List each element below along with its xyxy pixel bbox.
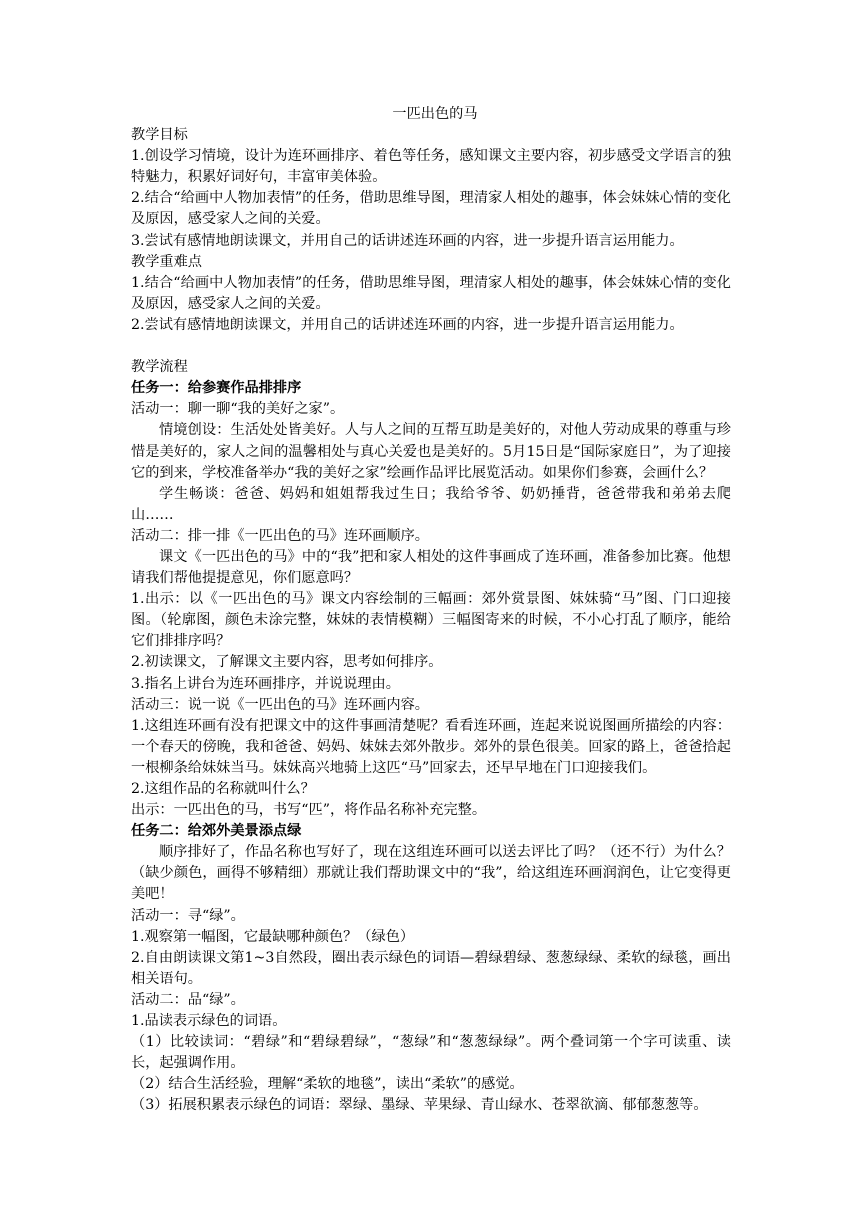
section-heading-goals: 教学目标 bbox=[131, 127, 188, 144]
goal-item: 3.尝试有感情地朗读课文，并用自己的话讲述连环画的内容，进一步提升语言运用能力。 bbox=[131, 232, 684, 249]
task2-activity1-item: 2.自由朗读课文第1~3自然段，圈出表示绿色的词语—碧绿碧绿、葱葱绿绿、柔软的绿毯，画出相关语句。 bbox=[131, 949, 731, 987]
task1-activity3-item: 出示：一匹出色的马，书写“匹”，将作品名称补充完整。 bbox=[131, 802, 487, 819]
task1-activity2-item: 3.指名上讲台为连环画排序，并说说理由。 bbox=[131, 675, 400, 692]
task1-activity3-item: 1.这组连环画有没有把课文中的这件事画清楚呢？看看连环画，连起来说说图画所描绘的内容：一个春天的傍晚，我和爸爸、妈妈、妹妹去郊外散步。郊外的景色很美。回家的路上，爸爸拾起一根柳条给妹妹当马。妹妹高兴地骑上这匹“马”回家去，还早早地在门口迎接我们。 bbox=[131, 717, 731, 776]
keypoint-item: 2.尝试有感情地朗读课文，并用自己的话讲述连环画的内容，进一步提升语言运用能力。 bbox=[131, 316, 684, 333]
task1-heading: 任务一：给参赛作品排排序 bbox=[131, 380, 302, 397]
task2-activity1-heading: 活动一：寻“绿”。 bbox=[131, 907, 245, 924]
task2-activity2-item: （2）结合生活经验，理解“柔软的地毯”，读出“柔软”的感觉。 bbox=[131, 1076, 524, 1093]
task1-activity1-paragraph: 学生畅谈：爸爸、妈妈和姐姐帮我过生日；我给爷爷、奶奶捶背，爸爸带我和弟弟去爬山…… bbox=[131, 485, 731, 523]
section-heading-keypoints: 教学重难点 bbox=[131, 253, 202, 270]
goal-item: 1.创设学习情境，设计为连环画排序、着色等任务，感知课文主要内容，初步感受文学语言的独特魅力，积累好词好句，丰富审美体验。 bbox=[131, 148, 731, 186]
document-title: 一匹出色的马 bbox=[392, 106, 478, 122]
task1-activity1-heading: 活动一：聊一聊“我的美好之家”。 bbox=[131, 401, 345, 418]
task2-activity2-heading: 活动二：品“绿”。 bbox=[131, 991, 245, 1008]
task1-activity2-paragraph: 课文《一匹出色的马》中的“我”把和家人相处的这件事画成了连环画，准备参加比赛。他想请我们帮他提提意见，你们愿意吗？ bbox=[131, 548, 731, 587]
task1-activity3-heading: 活动三：说一说《一匹出色的马》连环画内容。 bbox=[131, 696, 429, 713]
section-heading-process: 教学流程 bbox=[131, 359, 188, 376]
task2-intro-paragraph: 顺序排好了，作品名称也写好了，现在这组连环画可以送去评比了吗？（还不行）为什么？（缺少颜色，画得不够精细）那就让我们帮助课文中的“我”，给这组连环画润润色，让它变得更美吧！ bbox=[131, 844, 731, 903]
task2-activity2-item: （1）比较读词：“碧绿”和“碧绿碧绿”，“葱绿”和“葱葱绿绿”。两个叠词第一个字可读重、读长，起强调作用。 bbox=[131, 1034, 731, 1072]
task1-activity2-item: 1.出示：以《一匹出色的马》课文内容绘制的三幅画：郊外赏景图、妹妹骑“马”图、门口迎接图。（轮廓图，颜色未涂完整，妹妹的表情模糊）三幅图寄来的时候，不小心打乱了顺序，能给它们排排序吗？ bbox=[131, 591, 731, 650]
blank-line bbox=[131, 336, 731, 357]
task1-activity1-paragraph: 情境创设：生活处处皆美好。人与人之间的互帮互助是美好的，对他人劳动成果的尊重与珍惜是美好的，家人之间的温馨相处与真心关爱也是美好的。5月15日是“国际家庭日”，为了迎接它的到来，学校准备举办“我的美好之家”绘画作品评比展览活动。如果你们参赛，会画什么？ bbox=[131, 422, 731, 481]
task2-heading: 任务二：给郊外美景添点绿 bbox=[131, 823, 302, 840]
task1-activity2-item: 2.初读课文，了解课文主要内容，思考如何排序。 bbox=[131, 654, 443, 671]
task2-activity2-item: （3）拓展积累表示绿色的词语：翠绿、墨绿、苹果绿、青山绿水、苍翠欲滴、郁郁葱葱等。 bbox=[131, 1097, 708, 1114]
task2-activity2-item: 1.品读表示绿色的词语。 bbox=[131, 1013, 287, 1030]
document-page bbox=[131, 104, 731, 1117]
task1-activity2-heading: 活动二：排一排《一匹出色的马》连环画顺序。 bbox=[131, 527, 429, 544]
keypoint-item: 1.结合“给画中人物加表情”的任务，借助思维导图，理清家人相处的趣事，体会妹妹心情的变化及原因，感受家人之间的关爱。 bbox=[131, 274, 731, 312]
task1-activity3-item: 2.这组作品的名称就叫什么？ bbox=[131, 781, 315, 797]
task2-activity1-item: 1.观察第一幅图，它最缺哪种颜色？（绿色） bbox=[131, 928, 415, 945]
goal-item: 2.结合“给画中人物加表情”的任务，借助思维导图，理清家人相处的趣事，体会妹妹心情的变化及原因，感受家人之间的关爱。 bbox=[131, 190, 731, 228]
